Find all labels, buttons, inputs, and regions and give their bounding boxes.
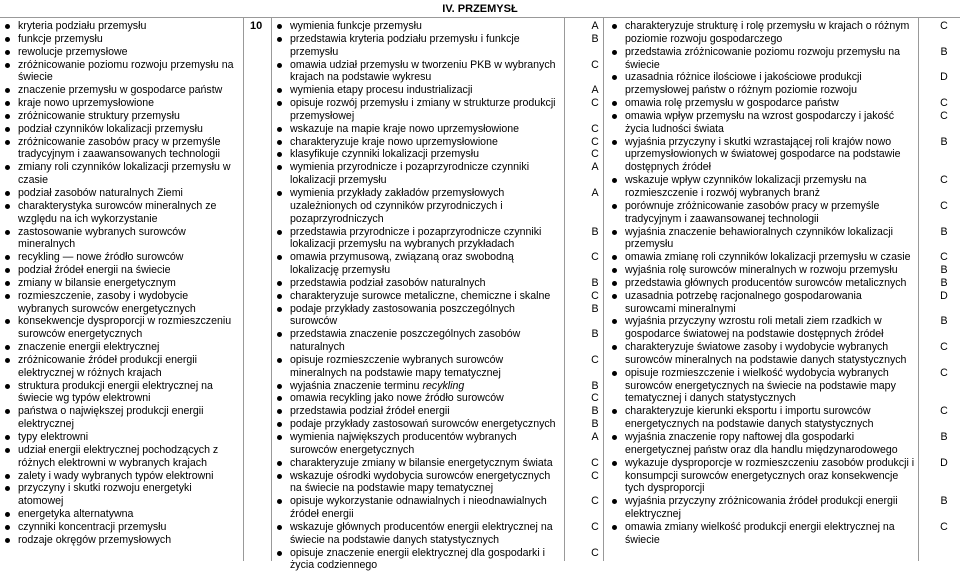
list-item xyxy=(0,251,236,264)
bullet-icon xyxy=(612,461,617,466)
bullet-icon xyxy=(5,448,10,453)
list-item xyxy=(272,456,599,470)
requirement-level: C xyxy=(940,199,948,212)
item-text: zróżnicowanie zasobów pracy w przemyśle tradycyjnym i zaawansowanych technologii xyxy=(18,135,221,161)
list-item xyxy=(272,135,599,149)
list-item xyxy=(0,534,236,547)
bullet-icon xyxy=(612,50,617,55)
item-text: rodzaje okręgów przemysłowych xyxy=(18,533,172,546)
item-text: znaczenie przemysłu w gospodarce państw xyxy=(18,84,223,97)
bullet-icon xyxy=(5,140,10,145)
list-item xyxy=(272,328,599,354)
column-divider xyxy=(918,17,919,561)
item-text: wskazuje głównych producentów energii elektrycznej na świecie na podstawie danych statystycznych xyxy=(290,520,553,546)
requirement-level: C xyxy=(591,469,599,482)
bullet-icon xyxy=(277,307,282,312)
requirement-level: B xyxy=(591,328,599,341)
bullet-icon xyxy=(277,230,282,235)
bullet-icon xyxy=(612,435,617,440)
item-text: kryteria podziału przemysłu xyxy=(18,20,147,32)
requirement-level: C xyxy=(591,251,599,264)
item-text: charakteryzuje zmiany w bilansie energetycznym świata xyxy=(290,456,553,469)
item-text: zróżnicowanie struktury przemysłu xyxy=(18,109,180,122)
item-text: wyjaśnia znaczenie terminu recykling xyxy=(290,379,465,392)
bullet-icon xyxy=(277,255,282,260)
item-text: typy elektrowni xyxy=(18,431,89,443)
list-item xyxy=(0,431,236,444)
bullet-icon xyxy=(277,165,282,170)
item-text: omawia przymusową, związaną oraz swobodną lokalizację przemysłu xyxy=(290,251,514,277)
bullet-icon xyxy=(5,319,10,324)
bullet-icon xyxy=(5,191,10,196)
list-item xyxy=(0,277,236,290)
bullet-icon xyxy=(612,371,617,376)
list-item xyxy=(607,366,948,406)
bullet-icon xyxy=(277,525,282,530)
list-item xyxy=(272,20,599,33)
requirement-level: A xyxy=(591,186,599,199)
item-text: charakteryzuje kraje nowo uprzemysłowione xyxy=(290,135,498,148)
bullet-icon xyxy=(5,101,10,106)
requirement-level: C xyxy=(591,289,599,302)
bullet-icon xyxy=(5,127,10,132)
requirement-level: C xyxy=(591,148,599,161)
bullet-icon xyxy=(5,512,10,517)
bullet-icon xyxy=(612,101,617,106)
bullet-icon xyxy=(612,525,617,530)
bullet-icon xyxy=(5,435,10,440)
bullet-icon xyxy=(5,88,10,93)
requirement-level: D xyxy=(940,289,948,302)
bullet-icon xyxy=(612,319,617,324)
bullet-icon xyxy=(612,345,617,350)
list-item xyxy=(0,136,236,162)
list-item xyxy=(607,45,948,72)
list-item xyxy=(272,84,599,97)
bullet-icon xyxy=(612,140,617,145)
requirement-level: B xyxy=(940,431,948,443)
bullet-icon xyxy=(612,114,617,119)
item-text: funkcje przemysłu xyxy=(18,32,103,45)
item-text: zmiany w bilansie energetycznym xyxy=(18,276,176,289)
item-text: wskazuje ośrodki wydobycia surowców energetycznych na świecie na podstawie mapy tematycznej xyxy=(290,469,551,495)
item-text: charakteryzuje kierunki eksportu i importu surowców energetycznych na podstawie danych statystycznych xyxy=(625,405,874,431)
requirement-level: C xyxy=(591,520,599,533)
bullet-icon xyxy=(612,281,617,286)
item-text: wyjaśnia przyczyny i skutki wzrastającej roli krajów nowo uprzemysłowionych w światowej gospodarce na podstawie dostępnych źródeł xyxy=(625,135,901,174)
requirement-level: C xyxy=(940,520,948,533)
bullet-icon xyxy=(5,268,10,273)
list-item xyxy=(607,276,948,290)
list-item xyxy=(272,58,599,85)
header-divider xyxy=(0,17,960,18)
item-text: wymienia największych producentów wybranych surowców energetycznych xyxy=(290,431,517,456)
list-item xyxy=(272,32,599,59)
bullet-icon xyxy=(612,409,617,414)
requirement-level: A xyxy=(591,431,599,443)
item-text: wymienia przyrodnicze i pozaprzyrodnicze czynniki lokalizacji przemysłu xyxy=(290,161,530,187)
bullet-icon xyxy=(277,474,282,479)
list-item xyxy=(607,174,948,200)
list-item xyxy=(607,341,948,367)
item-text: przyczyny i skutki rozwoju energetyki atomowej xyxy=(18,482,192,508)
bullet-icon xyxy=(277,294,282,299)
bullet-icon xyxy=(277,332,282,337)
item-text: wskazuje na mapie kraje nowo uprzemysłowione xyxy=(290,122,520,135)
requirement-level: B xyxy=(940,315,948,328)
item-text: podział czynników lokalizacji przemysłu xyxy=(18,122,203,135)
bullet-icon xyxy=(277,152,282,157)
item-text: konsekwencje dysproporcji w rozmieszczeniu surowców energetycznych xyxy=(18,315,232,341)
item-text: omawia udział przemysłu w tworzeniu PKB w wybranych krajach na podstawie wykresu xyxy=(290,58,556,84)
list-item xyxy=(0,20,236,33)
list-item xyxy=(0,97,236,110)
item-text: struktura produkcji energii elektrycznej na świecie wg typów elektrowni xyxy=(18,379,213,405)
item-text: omawia zmiany wielkość produkcji energii elektrycznej na świecie xyxy=(625,520,895,546)
bullet-icon xyxy=(612,255,617,260)
item-text: podział zasobów naturalnych Ziemi xyxy=(18,186,183,199)
item-text: wyjaśnia przyczyny zróżnicowania źródeł produkcji energii elektrycznej xyxy=(625,495,898,521)
requirement-level: C xyxy=(591,58,599,71)
requirement-level: B xyxy=(591,302,599,315)
item-text: wymienia etapy procesu industrializacji xyxy=(290,84,473,97)
list-item xyxy=(272,431,599,457)
requirement-level: C xyxy=(940,251,948,264)
bullet-icon xyxy=(5,409,10,414)
list-item xyxy=(0,482,236,508)
list-item xyxy=(272,251,599,277)
list-item xyxy=(0,315,236,341)
item-text: przedstawia przyrodnicze i pozaprzyrodnicze czynniki lokalizacji przemysłu na wybranych przykładach xyxy=(290,225,542,251)
requirement-level: C xyxy=(940,174,948,187)
item-text: przedstawia głównych producentów surowców metalicznych xyxy=(625,276,907,289)
list-item xyxy=(272,186,599,226)
bullet-icon xyxy=(277,88,282,93)
bullet-icon xyxy=(612,294,617,299)
list-item xyxy=(272,379,599,393)
item-text: wyjaśnia znaczenie behawioralnych czynników lokalizacji przemysłu xyxy=(625,225,893,251)
requirement-level: B xyxy=(940,135,948,148)
list-item xyxy=(272,148,599,161)
bullet-icon xyxy=(5,474,10,479)
item-text: przedstawia podział zasobów naturalnych xyxy=(290,276,486,289)
item-text: wyjaśnia znaczenie ropy naftowej dla gospodarki energetycznej państw oraz dla handlu międzynarodowego xyxy=(625,431,898,456)
item-text: zróżnicowanie źródeł produkcji energii elektrycznej w różnych krajach xyxy=(18,353,198,379)
bullet-icon xyxy=(612,268,617,273)
list-item xyxy=(272,302,599,329)
hours-count: 10 xyxy=(250,20,263,32)
list-item xyxy=(272,392,599,405)
item-text: podaje przykłady zastosowania poszczególnych surowców xyxy=(290,302,515,328)
list-item xyxy=(607,109,948,136)
requirement-level: C xyxy=(591,122,599,135)
bullet-icon xyxy=(277,37,282,42)
item-text: omawia wpływ przemysłu na wzrost gospodarczy i jakość życia ludności świata xyxy=(625,109,895,135)
list-item xyxy=(0,380,236,406)
item-text: czynniki koncentracji przemysłu xyxy=(18,520,167,533)
list-item xyxy=(0,290,236,316)
requirement-level: C xyxy=(591,456,599,469)
item-text: opisuje znaczenie energii elektrycznej dla gospodarki i życia codziennego xyxy=(290,546,545,572)
list-item xyxy=(0,84,236,97)
requirement-level: C xyxy=(591,135,599,148)
list-item xyxy=(272,495,599,521)
item-text: wykazuje dysproporcje w rozmieszczeniu zasobów produkcji i konsumpcji surowców energetycznych oraz konsekwencje tych dysproporcji xyxy=(625,456,915,495)
item-text: rewolucje przemysłowe xyxy=(18,45,128,58)
list-item xyxy=(607,97,948,110)
bullet-icon xyxy=(277,461,282,466)
list-item xyxy=(0,444,236,470)
list-item xyxy=(607,289,948,316)
bullet-icon xyxy=(277,384,282,389)
extended-requirements-list xyxy=(607,20,948,547)
list-item xyxy=(607,431,948,457)
item-text: omawia zmianę roli czynników lokalizacji przemysłu w czasie xyxy=(625,251,911,264)
item-text: przedstawia kryteria podziału przemysłu i funkcje przemysłu xyxy=(290,32,520,58)
bullet-icon xyxy=(277,358,282,363)
bullet-icon xyxy=(5,538,10,543)
item-text: opisuje rozwój przemysłu i zmiany w strukturze produkcji przemysłowej xyxy=(290,97,556,122)
bullet-icon xyxy=(277,551,282,556)
requirement-level: B xyxy=(940,495,948,508)
bullet-icon xyxy=(277,191,282,196)
item-text: uzasadnia potrzebę racjonalnego gospodarowania surowcami mineralnymi xyxy=(625,289,862,315)
bullet-icon xyxy=(277,409,282,414)
content-list xyxy=(0,20,236,547)
item-text: podział źródeł energii na świecie xyxy=(18,264,171,277)
list-item xyxy=(0,226,236,252)
bullet-icon xyxy=(5,230,10,235)
bullet-icon xyxy=(277,396,282,401)
column-divider xyxy=(564,17,565,561)
bullet-icon xyxy=(5,525,10,530)
list-item xyxy=(272,161,599,187)
list-item xyxy=(607,456,948,496)
item-text: znaczenie energii elektrycznej xyxy=(18,341,160,354)
list-item xyxy=(0,470,236,483)
column-divider xyxy=(603,17,604,561)
requirement-level: C xyxy=(940,109,948,122)
bullet-icon xyxy=(277,422,282,427)
bullet-icon xyxy=(5,50,10,55)
list-item xyxy=(0,46,236,59)
list-item xyxy=(0,123,236,136)
item-text: porównuje zróżnicowanie zasobów pracy w przemyśle tradycyjnym i zaawansowanej technologii xyxy=(625,199,880,225)
item-text: rozmieszczenie, zasoby i wydobycie wybranych surowców energetycznych xyxy=(18,289,196,315)
item-text: omawia recykling jako nowe źródło surowców xyxy=(290,392,504,405)
list-item xyxy=(0,161,236,187)
requirement-level: A xyxy=(591,20,599,32)
item-text: charakteryzuje strukturę i rolę przemysłu w krajach o różnym poziomie rozwoju gospodarczego xyxy=(625,20,910,45)
bullet-icon xyxy=(612,230,617,235)
list-item xyxy=(607,135,948,175)
requirement-level: C xyxy=(591,495,599,508)
list-item xyxy=(0,341,236,354)
bullet-icon xyxy=(277,101,282,106)
bullet-icon xyxy=(277,140,282,145)
list-item xyxy=(0,200,236,226)
list-item xyxy=(607,495,948,521)
bullet-icon xyxy=(612,24,617,29)
basic-requirements-list xyxy=(272,20,599,572)
bullet-icon xyxy=(5,255,10,260)
item-text: wymienia funkcje przemysłu xyxy=(290,20,422,32)
list-item xyxy=(0,354,236,380)
requirement-level: B xyxy=(591,418,599,431)
item-text: opisuje rozmieszczenie wybranych surowców mineralnych na podstawie mapy tematycznej xyxy=(290,353,504,379)
list-item xyxy=(272,546,599,572)
bullet-icon xyxy=(612,178,617,183)
list-item xyxy=(607,264,948,277)
list-item xyxy=(0,264,236,277)
bullet-icon xyxy=(277,435,282,440)
bullet-icon xyxy=(5,281,10,286)
requirement-level: B xyxy=(940,225,948,238)
list-item xyxy=(0,33,236,46)
list-item xyxy=(607,251,948,264)
bullet-icon xyxy=(612,499,617,504)
bullet-icon xyxy=(277,24,282,29)
bullet-icon xyxy=(5,384,10,389)
bullet-icon xyxy=(277,127,282,132)
list-item xyxy=(607,520,948,547)
list-item xyxy=(0,59,236,85)
item-text: opisuje wykorzystanie odnawialnych i nieodnawialnych źródeł energii xyxy=(290,495,547,521)
requirement-level: B xyxy=(591,225,599,238)
requirement-level: B xyxy=(591,276,599,289)
list-item xyxy=(607,225,948,252)
item-text: recykling — nowe źródło surowców xyxy=(18,251,184,264)
requirement-level: C xyxy=(940,20,948,32)
item-text: kraje nowo uprzemysłowione xyxy=(18,97,155,110)
list-item xyxy=(607,20,948,46)
requirement-level: C xyxy=(591,353,599,366)
requirement-level: B xyxy=(940,276,948,289)
bullet-icon xyxy=(612,204,617,209)
requirement-level: A xyxy=(591,84,599,97)
item-text: energetyka alternatywna xyxy=(18,508,134,521)
bullet-icon xyxy=(5,114,10,119)
requirement-level: D xyxy=(940,456,948,469)
item-text: charakterystyka surowców mineralnych ze względu na ich wykorzystanie xyxy=(18,199,217,225)
bullet-icon xyxy=(5,37,10,42)
requirement-level: A xyxy=(591,161,599,174)
bullet-icon xyxy=(277,63,282,68)
list-item xyxy=(272,405,599,418)
list-item xyxy=(0,110,236,123)
item-text: udział energii elektrycznej pochodzących z różnych elektrowni w wybranych krajach xyxy=(18,443,219,469)
bullet-icon xyxy=(277,499,282,504)
item-text: wyjaśnia rolę surowców mineralnych w rozwoju przemysłu xyxy=(625,264,898,277)
item-text: charakteryzuje surowce metaliczne, chemiczne i skalne xyxy=(290,289,551,302)
list-item xyxy=(0,508,236,521)
item-text: zalety i wady wybranych typów elektrowni xyxy=(18,469,214,482)
list-item xyxy=(272,276,599,290)
list-item xyxy=(272,225,599,252)
requirement-level: B xyxy=(591,405,599,418)
requirement-level: C xyxy=(940,97,948,110)
item-text: omawia rolę przemysłu w gospodarce państw xyxy=(625,97,839,110)
bullet-icon xyxy=(5,358,10,363)
item-text: charakteryzuje światowe zasoby i wydobycie wybranych surowców mineralnych na podstawie danych statystycznych xyxy=(625,341,907,366)
bullet-icon xyxy=(5,24,10,29)
bullet-icon xyxy=(5,486,10,491)
section-title: IV. PRZEMYSŁ xyxy=(442,3,518,15)
item-text: państwa o największej produkcji energii elektrycznej xyxy=(18,405,204,431)
item-text: przedstawia zróżnicowanie poziomu rozwoju przemysłu na świecie xyxy=(625,45,900,71)
column-divider xyxy=(243,17,244,561)
item-text: zróżnicowanie poziomu rozwoju przemysłu na świecie xyxy=(18,58,234,84)
item-text: przedstawia znaczenie poszczególnych zasobów naturalnych xyxy=(290,328,521,354)
bullet-icon xyxy=(5,165,10,170)
list-item xyxy=(272,353,599,380)
item-text: podaje przykłady zastosowań surowców energetycznych xyxy=(290,418,556,431)
list-item xyxy=(272,289,599,303)
list-item xyxy=(607,405,948,431)
requirement-level: B xyxy=(591,379,599,392)
list-item xyxy=(272,520,599,547)
list-item xyxy=(0,405,236,431)
requirement-level: C xyxy=(591,97,599,110)
item-text: zmiany roli czynników lokalizacji przemysłu w czasie xyxy=(18,161,231,187)
bullet-icon xyxy=(277,281,282,286)
requirement-level: C xyxy=(940,341,948,354)
item-text: klasyfikuje czynniki lokalizacji przemysłu xyxy=(290,148,479,161)
list-item xyxy=(0,521,236,534)
item-text: uzasadnia różnice ilościowe i jakościowe produkcji przemysłowej państw o różnym poziomie rozwoju xyxy=(625,71,862,97)
item-text: zastosowanie wybranych surowców mineralnych xyxy=(18,225,186,251)
list-item xyxy=(272,97,599,123)
list-item xyxy=(0,187,236,200)
requirement-level: B xyxy=(940,264,948,277)
list-item xyxy=(272,469,599,496)
item-text: opisuje rozmieszczenie i wielkość wydobycia wybranych surowców energetycznych na świecie na podstawie mapy tematycznej i danych statystycznych xyxy=(625,366,896,405)
requirement-level: B xyxy=(940,45,948,58)
requirement-level: C xyxy=(940,405,948,418)
requirement-level: C xyxy=(940,366,948,379)
list-item xyxy=(607,71,948,97)
bullet-icon xyxy=(612,75,617,80)
requirement-level: B xyxy=(591,32,599,45)
list-item xyxy=(272,418,599,431)
list-item xyxy=(607,199,948,226)
list-item xyxy=(272,122,599,136)
requirement-level: D xyxy=(940,71,948,84)
item-text: wskazuje wpływ czynników lokalizacji przemysłu na rozmieszczenie i rozwój wybranych branż xyxy=(625,174,867,199)
requirement-level: C xyxy=(591,392,599,405)
requirement-level: C xyxy=(591,546,599,559)
item-text: wyjaśnia przyczyny wzrostu roli metali ziem rzadkich w gospodarce światowej na podstawie dostępnych źródeł xyxy=(625,315,884,341)
list-item xyxy=(607,315,948,341)
bullet-icon xyxy=(5,345,10,350)
bullet-icon xyxy=(5,204,10,209)
item-text: przedstawia podział źródeł energii xyxy=(290,405,450,418)
bullet-icon xyxy=(5,294,10,299)
item-text: wymienia przykłady zakładów przemysłowych uzależnionych od czynników przyrodniczych i pozaprzyrodniczych xyxy=(290,186,505,225)
bullet-icon xyxy=(5,63,10,68)
